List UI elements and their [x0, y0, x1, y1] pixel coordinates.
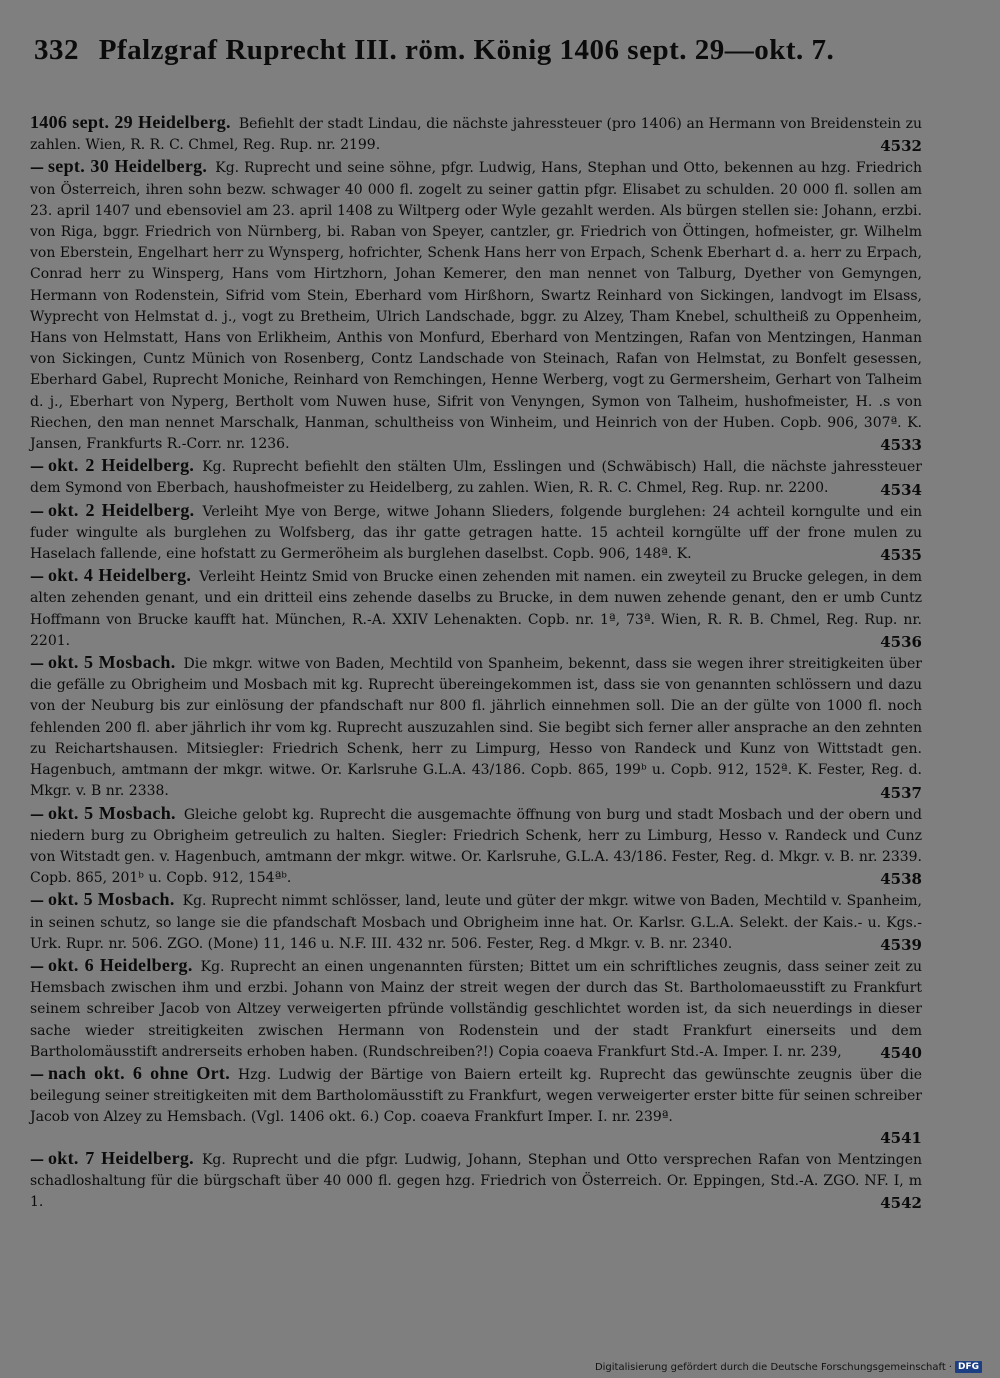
entry-number: 4535	[880, 546, 922, 565]
entry-date: nach okt. 6 ohne Ort.	[48, 1062, 231, 1083]
entry-dash: —	[30, 503, 44, 520]
page-header	[34, 34, 924, 74]
entry-number: 4532	[880, 137, 922, 156]
footer-credit: Digitalisierung gefördert durch die Deutsche Forschungsgemeinschaft	[594, 1361, 946, 1373]
entry-body	[30, 954, 922, 1060]
entry-date: okt. 4 Heidelberg.	[48, 565, 192, 586]
entry-text: Verleiht Heintz Smid von Brucke einen zehenden mit namen. ein zweyteil zu Brucke gelegen, in dem alten zehenden genant, und ein dritteil eins zehende daselbs zu Brucke, in dem nuwen zehende genant, den er umb Cuntz Hoffmann von Brucke kaufft hat. München, R.-A. XXIV Lehenakten. Copb. nr. 1ª, 73ª. Wien, R. R. B. Chmel, Reg. Rup. nr. 2201.	[30, 569, 922, 649]
entry-body	[30, 652, 922, 800]
entry-dash: —	[30, 569, 44, 586]
entry-text: Kg. Ruprecht und seine söhne, pfgr. Ludwig, Hans, Stephan und Otto, bekennen au hzg. Friedrich von Österreich, ihren sohn bezw. schwager 40 000 fl. zogelt zu seiner gattin pfgr. Elisabet zu schulden. 20 000 fl. sollen am 23. april 1407 und ebensoviel am 23. april 1408 zu Wiltperg oder Wyle gezahlt werden. Als bürgen stellen sie: Johann, erzbi. von Riga, bggr. Friedrich von Nürnberg, bi. Raban von Speyer, cantzler, gr. Friedrich von Öttingen, hofmeister, gr. Wilhelm von Eberstein, Engelhart herr zu Wynsperg, hofrichter, Schenk Hans herr von Erpach, Schenk Eberhart d. a. herr zu Erpach, Conrad herr zu Winsperg, Hans vom Hirtzhorn, Johan Kemerer, den man nennet von Talburg, Dyether von Gemyngen, Hermann von Rodenstein, Sifrid vom Stein, Eberhard vom Hirßhorn, Swartz Reinhard von Sickingen, landvogt im Elsass, Wyprecht von Helmstat d. j., vogt zu Bretheim, Ulrich Landschade, bggr. zu Alzey, Tham Knebel, schultheiß zu Oppenheim, Hans von Helmstatt, Hans von Erlikheim, Anthis von Monfurd, Eberhard von Mentzingen, Rafan von Mentzingen, Hanman von Sickingen, Cuntz Münich von Rosenberg, Contz Landschade von Steinach, Rafan von Helmstat, zu Bonfelt gesessen, Eberhard Gabel, Ruprecht Moniche, Reinhard von Remchingen, Henne Werberg, vogt zu Germersheim, Gerhart von Talheim d. j., Eberhart von Nyperg, Bertholt vom Nuwen huse, Sifrit von Venyngen, Symon von Talheim, hushofmeister, H. .s von Riechen, den man nennet Marschalk, Hanman, schultheiss von Winheim, und Heinrich von der Huben. Copb. 906, 307ª. K. Jansen, Frankfurts R.-Corr. nr. 1236.	[30, 160, 922, 453]
entry-number: 4541	[880, 1128, 922, 1147]
regest-entry	[30, 565, 922, 652]
dfg-logo-icon[interactable]: DFG	[955, 1361, 982, 1373]
regest-entry	[30, 156, 922, 455]
entry-date: okt. 5 Mosbach.	[48, 802, 176, 823]
entry-date: sept. 30 Heidelberg.	[48, 156, 208, 177]
entry-dash: —	[30, 459, 44, 476]
entry-body	[30, 455, 922, 497]
entry-body	[30, 156, 922, 453]
entry-number: 4538	[880, 870, 922, 889]
regest-entry	[30, 803, 922, 890]
entry-number: 4539	[880, 935, 922, 954]
entry-dash: —	[30, 160, 44, 177]
regest-entry	[30, 455, 922, 499]
entry-number: 4542	[880, 1194, 922, 1213]
entry-date: okt. 2 Heidelberg.	[48, 455, 195, 476]
entry-number: 4537	[880, 783, 922, 802]
entry-dash: —	[30, 806, 44, 823]
entry-date: 1406 sept. 29 Heidelberg.	[30, 112, 231, 132]
entry-number: 4533	[880, 436, 922, 455]
separator-dot: ·	[948, 1361, 952, 1373]
entry-body	[30, 1062, 923, 1126]
entry-dash: —	[30, 1066, 44, 1083]
entry-text: Verleiht Mye von Berge, witwe Johann Slieders, folgende burglehen: 24 achteil korngulte und ein fuder wingulte als burglehen zu Wolfsberg, das ihr gatte getragen hatte. 15 achteil korngülte uff der frone mulen zu Haselach fallende, eine hofstatt zu Germeröheim als burglehen daselbst. Copb. 906, 148ª. K.	[30, 503, 922, 563]
entry-text: Gleiche gelobt kg. Ruprecht die ausgemachte öffnung von burg und stadt Mosbach und der obern und niedern burg zu Obrigheim getreulich zu halten. Siegler: Friedrich Schenk, herr zu Limburg, Hesso v. Randeck und Cunz von Witstadt gen. v. Hagenbuch, amtmann der mkgr. witwe. Or. Karlsruhe, G.L.A. 43/186. Fester, Reg. d. Mkgr. v. B. nr. 2339. Copb. 865, 201ᵇ u. Copb. 912, 154ªᵇ.	[30, 806, 923, 887]
entry-text: Kg. Ruprecht an einen ungenannten fürsten; Bittet um ein schriftliches zeugnis, dass seiner zeit zu Hemsbach zwischen ihm und erzbi. Johann von Mainz der streit wegen der durch das St. Bartholomaeusstift zu Frankfurt seinem schreiber Jacob von Altzey verweigerten pfründe vollständig geschlichtet worden ist, da sich neuerdings in dieser sache wieder streitigkeiten zwischen Hermann von Rodenstein und der stadt Frankfurt einerseits und dem Bartholomäusstift andrerseits erhoben haben. (Rundschreiben?!) Copia coaeva Frankfurt Std.-A. Imper. I. nr. 239,	[30, 958, 922, 1060]
regest-entry	[30, 1148, 922, 1214]
entry-number: 4540	[880, 1043, 922, 1062]
entry-date: okt. 6 Heidelberg.	[48, 954, 193, 975]
page-title: Pfalzgraf Ruprecht III. röm. König 1406 sept. 29—okt. 7.	[98, 34, 835, 66]
entry-dash: —	[30, 893, 44, 910]
entry-text: Hzg. Ludwig der Bärtige von Baiern erteilt kg. Ruprecht das gewünschte zeugnis über die beilegung seiner streitigkeiten mit dem Bartholomäusstift zu Frankfurt, wegen verweigerter erster bitte für seinen schreiber Jacob von Alzey zu Hemsbach. (Vgl. 1406 okt. 6.) Cop. coaeva Frankfurt Imper. I. nr. 239ª.	[30, 1066, 923, 1126]
footer	[595, 1360, 982, 1374]
entry-date: okt. 5 Mosbach.	[48, 652, 176, 673]
entry-date: okt. 2 Heidelberg.	[48, 499, 195, 520]
regest-entry	[30, 1063, 922, 1148]
entry-text: Kg. Ruprecht nimmt schlösser, land, leute und güter der mkgr. witwe von Baden, Mechtild v. Spanheim, in seinen schutz, so lange sie die pfandschaft Mosbach und Obrigheim inne hat. Or. Karlsr. G.L.A. Selekt. der Kais.- u. Kgs.-Urk. Rupr. nr. 506. ZGO. (Mone) 11, 146 u. N.F. III. 432 nr. 506. Fester, Reg. d Mkgr. v. B. nr. 2340.	[30, 893, 923, 952]
regest-entry	[30, 889, 922, 955]
entry-dash: —	[30, 1151, 44, 1168]
regesta-entries	[30, 112, 922, 1213]
entry-dash: —	[30, 656, 44, 673]
page-number: 332	[34, 34, 79, 66]
regest-entry	[30, 112, 922, 156]
entry-date: okt. 7 Heidelberg.	[48, 1147, 194, 1168]
entry-text: Die mkgr. witwe von Baden, Mechtild von Spanheim, bekennt, dass sie wegen ihrer streitigkeiten über die gefälle zu Obrigheim und Mosbach mit kg. Ruprecht übereingekommen ist, dass sie von genannten schlössern und dazu von der Neuburg bis zur einlösung der pfandschaft nur 800 fl. jährlich einnehmen soll. Die an der gülte von 1000 fl. noch fehlenden 200 fl. aber jährlich ihr vom kg. Ruprecht auszuzahlen sind. Sie begibt sich ferner aller ansprache an den zehnten zu Reichartshausen. Mitsiegler: Friedrich Schenk, herr zu Limpurg, Hesso von Randeck und Kunz von Wittstadt gen. Hagenbuch, amtmann der mkgr. witwe. Or. Karlsruhe G.L.A. 43/186. Copb. 865, 199ᵇ u. Copb. 912, 152ª. K. Fester, Reg. d. Mkgr. v. B nr. 2338.	[30, 656, 922, 800]
regest-entry	[30, 500, 922, 566]
entry-text: Befiehlt der stadt Lindau, die nächste jahressteuer (pro 1406) an Hermann von Breidenstein zu zahlen. Wien, R. R. C. Chmel, Reg. Rup. nr. 2199.	[30, 116, 922, 154]
entry-text: Kg. Ruprecht und die pfgr. Ludwig, Johann, Stephan und Otto versprechen Rafan von Mentzingen schadloshaltung für die bürgschaft über 40 000 fl. gegen hzg. Friedrich von Österreich. Or. Eppingen, Std.-A. ZGO. NF. I, m 1.	[30, 1151, 923, 1210]
entry-date: okt. 5 Mosbach.	[48, 889, 175, 910]
regest-entry	[30, 955, 922, 1063]
entry-dash: —	[30, 958, 44, 975]
entry-text: Kg. Ruprecht befiehlt den stälten Ulm, Esslingen und (Schwäbisch) Hall, die nächste jahressteuer dem Symond von Eberbach, haushofmeister zu Heidelberg, zu zahlen. Wien, R. R. C. Chmel, Reg. Rup. nr. 2200.	[30, 459, 922, 497]
entry-number: 4536	[880, 633, 922, 652]
entry-number: 4534	[880, 480, 922, 499]
regest-entry	[30, 652, 922, 802]
